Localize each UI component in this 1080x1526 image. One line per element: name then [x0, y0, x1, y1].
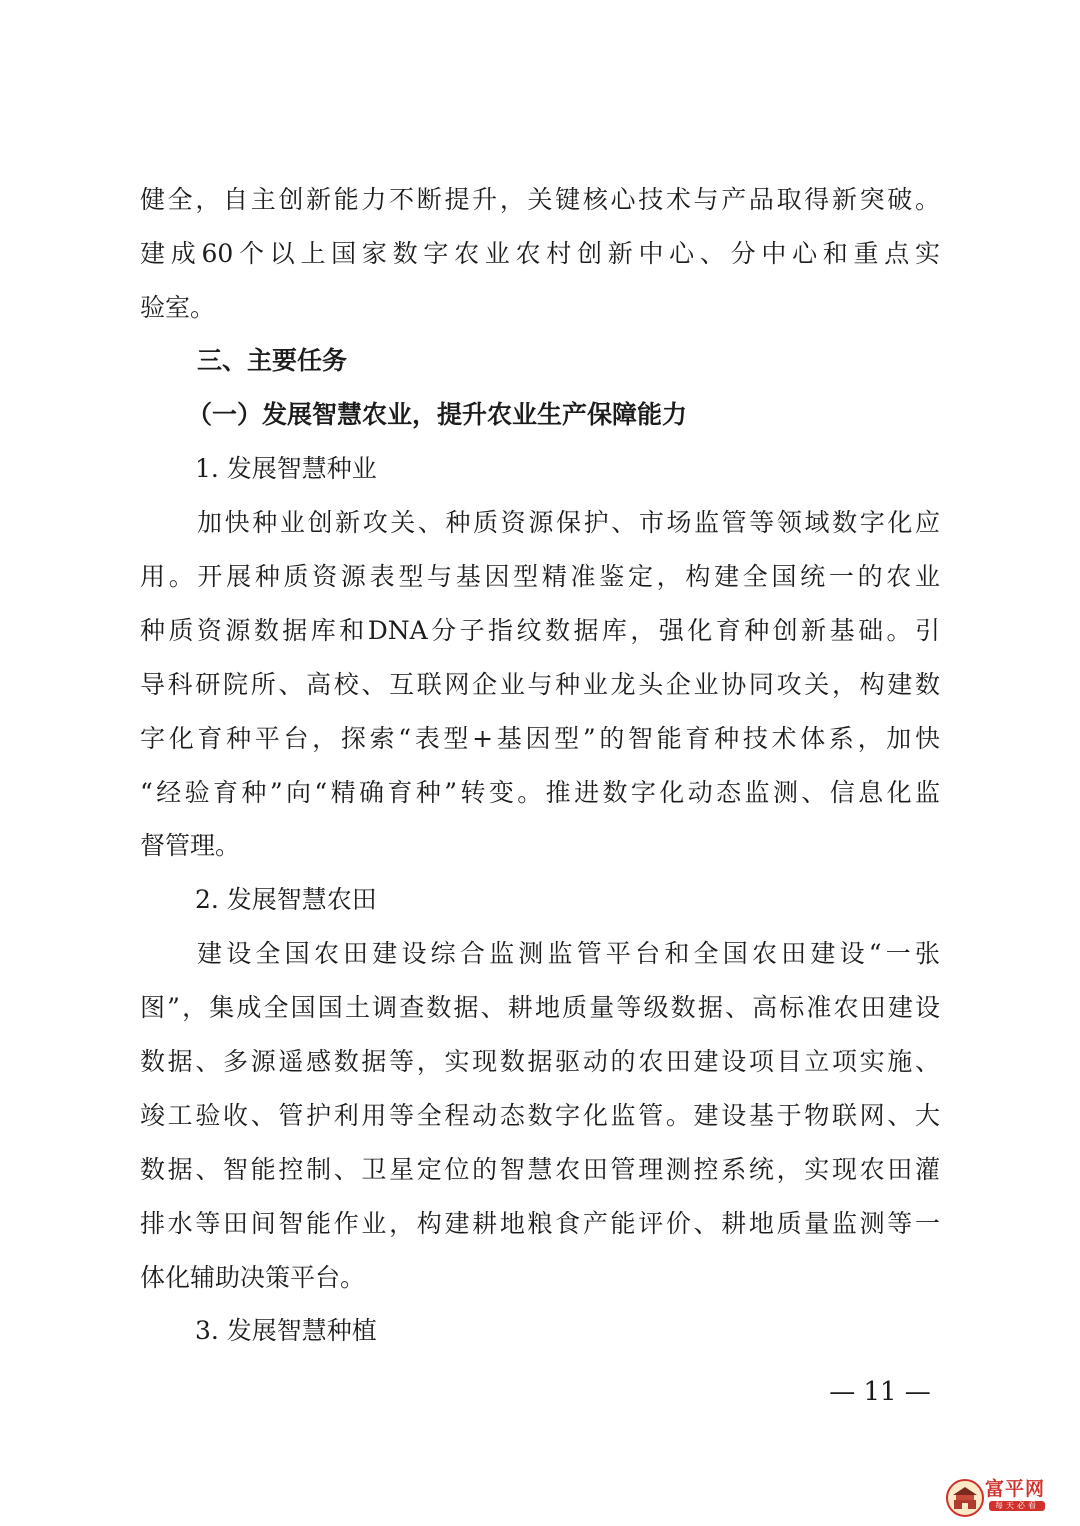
watermark-title: 富平网: [985, 1478, 1046, 1500]
paragraph-line: 用。开展种质资源表型与基因型精准鉴定，构建全国统一的农业: [140, 562, 940, 591]
paragraph-line: 导科研院所、高校、互联网企业与种业龙头企业协同攻关，构建数: [140, 670, 940, 699]
paragraph-line: 加快种业创新攻关、种质资源保护、市场监管等领域数字化应: [197, 508, 940, 537]
item-heading: 2. 发展智慧农田: [195, 885, 377, 914]
paragraph-line: “经验育种”向“精确育种”转变。推进数字化动态监测、信息化监: [140, 778, 940, 807]
gate-tower-icon: [945, 1478, 985, 1518]
paragraph-line: 数据、智能控制、卫星定位的智慧农田管理测控系统，实现农田灌: [140, 1155, 940, 1184]
item-heading: 3. 发展智慧种植: [195, 1316, 377, 1345]
paragraph-line: 建成60个以上国家数字农业农村创新中心、分中心和重点实: [140, 239, 940, 268]
watermark-subtitle: 每天必看: [989, 1501, 1045, 1511]
paragraph-line: 验室。: [140, 293, 216, 322]
paragraph-line: 排水等田间智能作业，构建耕地粮食产能评价、耕地质量监测等一: [140, 1209, 940, 1238]
section-heading: 三、主要任务: [197, 346, 348, 375]
paragraph-line: 督管理。: [140, 831, 241, 860]
paragraph-line: 字化育种平台，探索“表型+基因型”的智能育种技术体系，加快: [140, 724, 940, 753]
paragraph-line: 图”，集成全国国土调查数据、耕地质量等级数据、高标准农田建设: [140, 993, 940, 1022]
paragraph-line: 健全，自主创新能力不断提升，关键核心技术与产品取得新突破。: [140, 185, 940, 214]
paragraph-line: 种质资源数据库和DNA分子指纹数据库，强化育种创新基础。引: [140, 616, 940, 645]
item-heading: 1. 发展智慧种业: [195, 454, 377, 483]
page-number: — 11 —: [829, 1377, 931, 1407]
paragraph-line: 体化辅助决策平台。: [140, 1263, 366, 1292]
subsection-heading: （一）发展智慧农业，提升农业生产保障能力: [187, 400, 688, 429]
paragraph-line: 建设全国农田建设综合监测监管平台和全国农田建设“一张: [197, 939, 940, 968]
paragraph-line: 竣工验收、管护利用等全程动态数字化监管。建设基于物联网、大: [140, 1101, 940, 1130]
paragraph-line: 数据、多源遥感数据等，实现数据驱动的农田建设项目立项实施、: [140, 1047, 940, 1076]
watermark-logo: [945, 1478, 1065, 1518]
